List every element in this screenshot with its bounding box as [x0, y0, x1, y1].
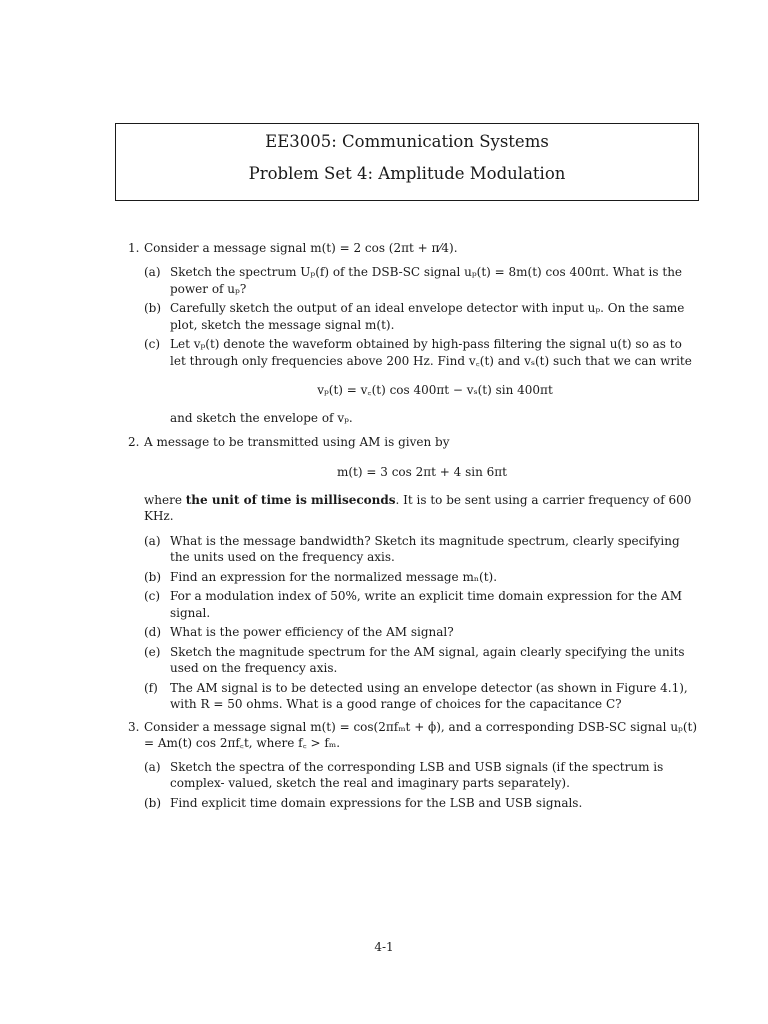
part-text: Sketch the spectra of the corresponding LSB and USB signals (if the spectrum is complex- valued, sketch the real and imaginary parts separately). [170, 760, 664, 791]
problem-note [144, 492, 700, 525]
part-3b [144, 795, 700, 811]
problem-3-parts [144, 759, 700, 811]
part-label: (f) [144, 680, 158, 695]
part-text: The AM signal is to be detected using an envelope detector (as shown in Figure 4.1), with R = 50 ohms. What is a good range of choices for the capacitance C? [170, 680, 688, 712]
equation-vp: vₚ(t) = v꜀(t) cos 400πt − vₛ(t) sin 400πt [317, 382, 553, 397]
part-text: What is the message bandwidth? Sketch its magnitude spectrum, clearly specifying the units used on the frequency axis. [170, 533, 680, 564]
part-2a [144, 533, 700, 566]
problem-1-parts [144, 264, 700, 426]
course-title: EE3005: Communication Systems [265, 132, 549, 151]
part-1a [144, 264, 700, 297]
part-text: Carefully sketch the output of an ideal envelope detector with input uₚ. On the same plot, sketch the message signal m(t). [170, 301, 685, 332]
part-text: Sketch the spectrum Uₚ(f) of the DSB-SC signal uₚ(t) = 8m(t) cos 400πt. What is the power of uₚ? [170, 265, 683, 296]
page-number: 4-1 [374, 940, 394, 954]
part-text: Sketch the magnitude spectrum for the AM signal, again clearly specifying the units used on the frequency axis. [170, 644, 685, 676]
problem-statement: A message to be transmitted using AM is given by [144, 435, 450, 450]
problem-number: 3. [128, 719, 140, 734]
part-2b [144, 569, 700, 585]
part-label: (b) [144, 301, 162, 316]
part-2f [144, 680, 700, 713]
part-followup: and sketch the envelope of vₚ. [170, 411, 353, 426]
note-bold: the unit of time is milliseconds [185, 493, 396, 508]
part-label: (a) [144, 265, 161, 280]
problem-1 [128, 240, 700, 256]
problem-list [128, 240, 700, 815]
part-1b [144, 300, 700, 333]
problem-statement: Consider a message signal m(t) = cos(2πfₘt + ϕ), and a corresponding DSB-SC signal uₚ(t) = Am(t) cos 2πf꜀t, where f꜀ > fₘ. [144, 719, 698, 750]
problem-statement: Consider a message signal m(t) = 2 cos (2πt + π⁄4). [144, 241, 458, 255]
part-3a [144, 759, 700, 792]
problem-2 [128, 434, 700, 524]
part-2e [144, 644, 700, 677]
problem-set-title: Problem Set 4: Amplitude Modulation [248, 164, 566, 183]
problem-number: 2. [128, 435, 140, 450]
note-pre: where [144, 493, 186, 508]
part-label: (a) [144, 760, 161, 775]
equation-message: m(t) = 3 cos 2πt + 4 sin 6πt [337, 464, 507, 479]
part-2c [144, 588, 700, 621]
part-label: (d) [144, 625, 162, 640]
part-text: Let vₚ(t) denote the waveform obtained by high-pass filtering the signal u(t) so as to let through only frequencies above 200 Hz. Find v꜀(t) and vₛ(t) such that we can write [170, 337, 692, 368]
part-label: (b) [144, 569, 162, 584]
part-text: Find an expression for the normalized message mₙ(t). [170, 569, 498, 584]
part-text: For a modulation index of 50%, write an explicit time domain expression for the AM signal. [170, 589, 682, 620]
part-label: (b) [144, 796, 162, 811]
part-label: (a) [144, 533, 161, 548]
part-text: What is the power efficiency of the AM signal? [170, 625, 454, 640]
part-label: (c) [144, 337, 161, 352]
problem-3 [128, 719, 700, 752]
problem-2-parts [144, 533, 700, 713]
part-2d [144, 624, 700, 640]
problem-number: 1. [128, 241, 140, 255]
title-box [115, 123, 699, 201]
part-text: Find explicit time domain expressions for the LSB and USB signals. [170, 796, 583, 811]
note-post: . It is to be sent using a carrier frequency of 600 KHz. [144, 493, 692, 524]
part-label: (e) [144, 644, 161, 659]
part-label: (c) [144, 589, 161, 604]
part-1c [144, 336, 700, 426]
